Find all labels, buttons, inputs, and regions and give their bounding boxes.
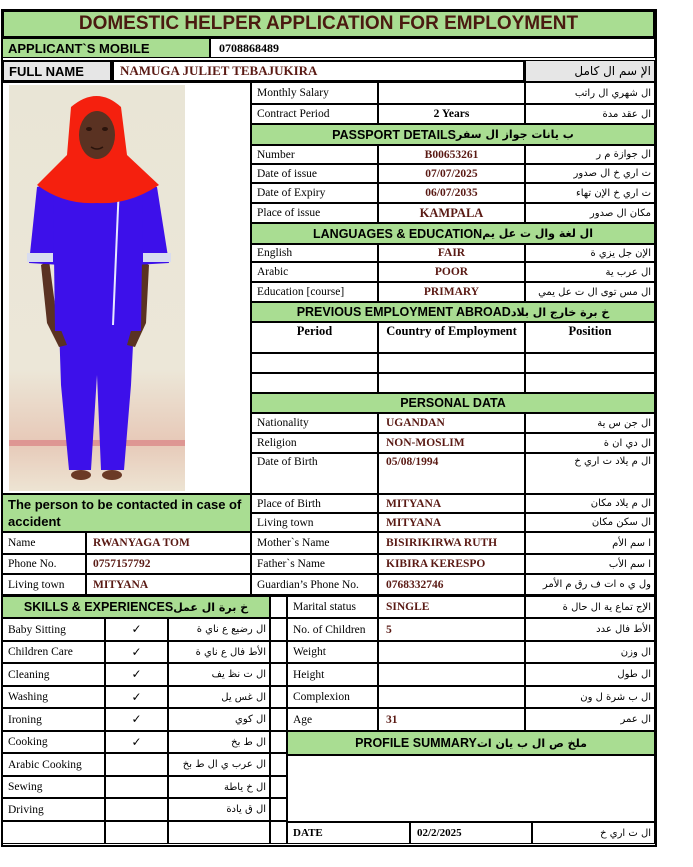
passport-place-arabic: مكان ال صدور xyxy=(525,203,655,223)
marital-status-value: SINGLE xyxy=(378,596,525,618)
passport-expiry-label: Date of Expiry xyxy=(251,183,378,203)
weight-arabic: ال وزن xyxy=(525,641,655,663)
skill-check-icon xyxy=(105,821,168,844)
skill-arabic: الأط فال ع ناي ة xyxy=(168,641,270,663)
column-header-period: Period xyxy=(251,322,378,353)
age-label: Age xyxy=(287,708,378,731)
skill-arabic: ال عرب ي ال ط بخ xyxy=(168,753,270,776)
father-name-label: Father`s Name xyxy=(251,554,378,574)
skill-arabic: ال ط بخ xyxy=(168,731,270,753)
complexion-arabic: ال ب شرة ل ون xyxy=(525,686,655,708)
previous-employment-header-en: PREVIOUS EMPLOYMENT ABROAD xyxy=(296,305,511,319)
mother-name-arabic: ا سم الأم xyxy=(525,532,655,554)
languages-header-en: LANGUAGES & EDUCATION xyxy=(313,226,483,241)
religion-value: NON-MOSLIM xyxy=(378,433,525,453)
contract-period-arabic: ال عقد مدة xyxy=(525,104,655,124)
employment-row-2-period xyxy=(251,373,378,393)
father-name-arabic: ا سم الأب xyxy=(525,554,655,574)
passport-header-ar: ب يانات جواز ال سفر xyxy=(456,128,574,141)
skill-check-icon xyxy=(105,753,168,776)
skill-label: Ironing xyxy=(2,708,105,731)
profile-summary-header-ar: ملخ ص ال ب يان ات xyxy=(476,736,587,750)
english-label: English xyxy=(251,244,378,262)
passport-expiry-arabic: ت اري خ الإن تهاء xyxy=(525,183,655,203)
marital-status-label: Marital status xyxy=(287,596,378,618)
children-count-value: 5 xyxy=(378,618,525,641)
employment-row-2-country xyxy=(378,373,525,393)
skill-check-icon: ✓ xyxy=(105,618,168,641)
profile-summary-header xyxy=(287,731,655,755)
skill-check-icon: ✓ xyxy=(105,641,168,663)
passport-issue-date-arabic: ت اري خ ال صدور xyxy=(525,164,655,183)
skill-label: Driving xyxy=(2,798,105,821)
previous-employment-header-ar: خ برة خارج ال بلاد xyxy=(510,305,610,319)
complexion-value xyxy=(378,686,525,708)
emergency-contact-header: The person to be contacted in case of accident xyxy=(2,494,251,532)
nationality-label: Nationality xyxy=(251,413,378,433)
passport-section-header xyxy=(251,124,655,145)
skill-label: Arabic Cooking xyxy=(2,753,105,776)
skills-section-header xyxy=(2,596,270,618)
skill-check-icon: ✓ xyxy=(105,708,168,731)
skill-arabic: ال ت نظ يف xyxy=(168,663,270,686)
skills-spacer-column-header xyxy=(270,596,287,618)
skill-label xyxy=(2,821,105,844)
employment-row-1-country xyxy=(378,353,525,373)
contract-period-value: 2 Years xyxy=(378,104,525,124)
profile-summary-text xyxy=(287,755,655,822)
nationality-arabic: ال جن س ية xyxy=(525,413,655,433)
skill-spacer xyxy=(270,641,287,663)
marital-status-arabic: الإج تماع ية ال حال ة xyxy=(525,596,655,618)
mobile-label: APPLICANT`S MOBILE xyxy=(2,38,210,58)
monthly-salary-arabic: ال شهري ال راتب xyxy=(525,82,655,104)
passport-place-label: Place of issue xyxy=(251,203,378,223)
complexion-label: Complexion xyxy=(287,686,378,708)
emergency-name-value: RWANYAGA TOM xyxy=(86,532,251,554)
height-value xyxy=(378,663,525,686)
monthly-salary-label: Monthly Salary xyxy=(251,82,378,104)
english-value: FAIR xyxy=(378,244,525,262)
age-arabic: ال عمر xyxy=(525,708,655,731)
languages-header-ar: ال لغة وال ت عل يم xyxy=(482,227,593,240)
skill-label: Washing xyxy=(2,686,105,708)
education-arabic: ال مس توى ال ت عل يمي xyxy=(525,282,655,302)
religion-arabic: ال دي ان ة xyxy=(525,433,655,453)
height-label: Height xyxy=(287,663,378,686)
full-name-value: NAMUGA JULIET TEBAJUKIRA xyxy=(112,60,525,82)
arabic-value: POOR xyxy=(378,262,525,282)
skill-spacer xyxy=(270,663,287,686)
father-name-value: KIBIRA KERESPO xyxy=(378,554,525,574)
previous-employment-header xyxy=(251,302,655,322)
emergency-living-town-value: MITYANA xyxy=(86,574,251,595)
employment-row-1-period xyxy=(251,353,378,373)
passport-number-arabic: ال جوازة م ر xyxy=(525,145,655,164)
mobile-value: 0708868489 xyxy=(210,38,655,58)
english-arabic: الإن جل يزي ة xyxy=(525,244,655,262)
height-arabic: ال طول xyxy=(525,663,655,686)
form-title-bar xyxy=(2,10,655,38)
skill-check-icon xyxy=(105,798,168,821)
skills-header-ar: خ برة ال عمل xyxy=(173,600,249,614)
passport-place-value: KAMPALA xyxy=(378,203,525,223)
children-count-label: No. of Children xyxy=(287,618,378,641)
religion-label: Religion xyxy=(251,433,378,453)
skill-label: Children Care xyxy=(2,641,105,663)
mother-name-label: Mother`s Name xyxy=(251,532,378,554)
date-value: 02/2/2025 xyxy=(410,822,532,844)
form-title: DOMESTIC HELPER APPLICATION FOR EMPLOYMENT xyxy=(78,13,579,34)
skill-arabic: ال خ ياطة xyxy=(168,776,270,798)
living-town-value: MITYANA xyxy=(378,513,525,532)
personal-data-header-en: PERSONAL DATA xyxy=(400,396,506,410)
skill-check-icon xyxy=(105,776,168,798)
contract-period-label: Contract Period xyxy=(251,104,378,124)
column-header-country: Country of Employment xyxy=(378,322,525,353)
dob-arabic: ال م يلاد ت اري خ xyxy=(525,453,655,494)
arabic-arabic: ال عرب ية xyxy=(525,262,655,282)
dob-label: Date of Birth xyxy=(251,453,378,494)
arabic-label: Arabic xyxy=(251,262,378,282)
living-town-label: Living town xyxy=(251,513,378,532)
passport-expiry-value: 06/07/2035 xyxy=(378,183,525,203)
profile-summary-header-en: PROFILE SUMMARY xyxy=(355,736,477,750)
skill-check-icon: ✓ xyxy=(105,731,168,753)
applicant-photo xyxy=(9,85,185,491)
skill-label: Sewing xyxy=(2,776,105,798)
children-count-arabic: الأط فال عدد xyxy=(525,618,655,641)
employment-row-1-position xyxy=(525,353,655,373)
nationality-value: UGANDAN xyxy=(378,413,525,433)
place-of-birth-arabic: ال م يلاد مكان xyxy=(525,494,655,513)
emergency-name-label: Name xyxy=(2,532,86,554)
employment-row-2-position xyxy=(525,373,655,393)
passport-header-en: PASSPORT DETAILS xyxy=(332,127,457,142)
passport-issue-date-label: Date of issue xyxy=(251,164,378,183)
dob-value: 05/08/1994 xyxy=(378,453,525,494)
mother-name-value: BISIRIKIRWA RUTH xyxy=(378,532,525,554)
guardian-phone-arabic: ول ي ه ات ف رق م الأمر xyxy=(525,574,655,595)
emergency-phone-value: 0757157792 xyxy=(86,554,251,574)
passport-issue-date-value: 07/07/2025 xyxy=(378,164,525,183)
education-label: Education [course] xyxy=(251,282,378,302)
skill-arabic: ال ق يادة xyxy=(168,798,270,821)
education-value: PRIMARY xyxy=(378,282,525,302)
passport-number-value: B00653261 xyxy=(378,145,525,164)
skill-spacer xyxy=(270,731,287,753)
emergency-living-town-label: Living town xyxy=(2,574,86,595)
full-name-arabic: الإ سم ال كامل xyxy=(525,60,655,82)
age-value: 31 xyxy=(378,708,525,731)
personal-data-header xyxy=(251,393,655,413)
weight-value xyxy=(378,641,525,663)
skill-spacer xyxy=(270,776,287,798)
passport-number-label: Number xyxy=(251,145,378,164)
full-name-label: FULL NAME xyxy=(2,60,112,82)
date-arabic: ال ت اري خ xyxy=(532,822,655,844)
skill-check-icon: ✓ xyxy=(105,663,168,686)
skill-arabic: ال رضيع ع ناي ة xyxy=(168,618,270,641)
place-of-birth-value: MITYANA xyxy=(378,494,525,513)
date-label: DATE xyxy=(287,822,410,844)
languages-section-header xyxy=(251,223,655,244)
weight-label: Weight xyxy=(287,641,378,663)
guardian-phone-value: 0768332746 xyxy=(378,574,525,595)
skill-arabic: ال غس يل xyxy=(168,686,270,708)
skill-arabic: ال كوي xyxy=(168,708,270,731)
skill-spacer xyxy=(270,753,287,776)
skill-spacer xyxy=(270,708,287,731)
skill-spacer xyxy=(270,618,287,641)
skill-label: Cleaning xyxy=(2,663,105,686)
skill-arabic xyxy=(168,821,270,844)
skill-spacer xyxy=(270,798,287,821)
photo-frame xyxy=(2,82,251,494)
skill-label: Baby Sitting xyxy=(2,618,105,641)
monthly-salary-value xyxy=(378,82,525,104)
emergency-phone-label: Phone No. xyxy=(2,554,86,574)
skill-check-icon: ✓ xyxy=(105,686,168,708)
place-of-birth-label: Place of Birth xyxy=(251,494,378,513)
skills-header-en: SKILLS & EXPERIENCES xyxy=(23,600,174,614)
column-header-position: Position xyxy=(525,322,655,353)
living-town-arabic: ال سكن مكان xyxy=(525,513,655,532)
skill-label: Cooking xyxy=(2,731,105,753)
skill-spacer xyxy=(270,686,287,708)
person-figure-icon xyxy=(9,85,185,491)
skill-spacer xyxy=(270,821,287,844)
guardian-phone-label: Guardian’s Phone No. xyxy=(251,574,378,595)
